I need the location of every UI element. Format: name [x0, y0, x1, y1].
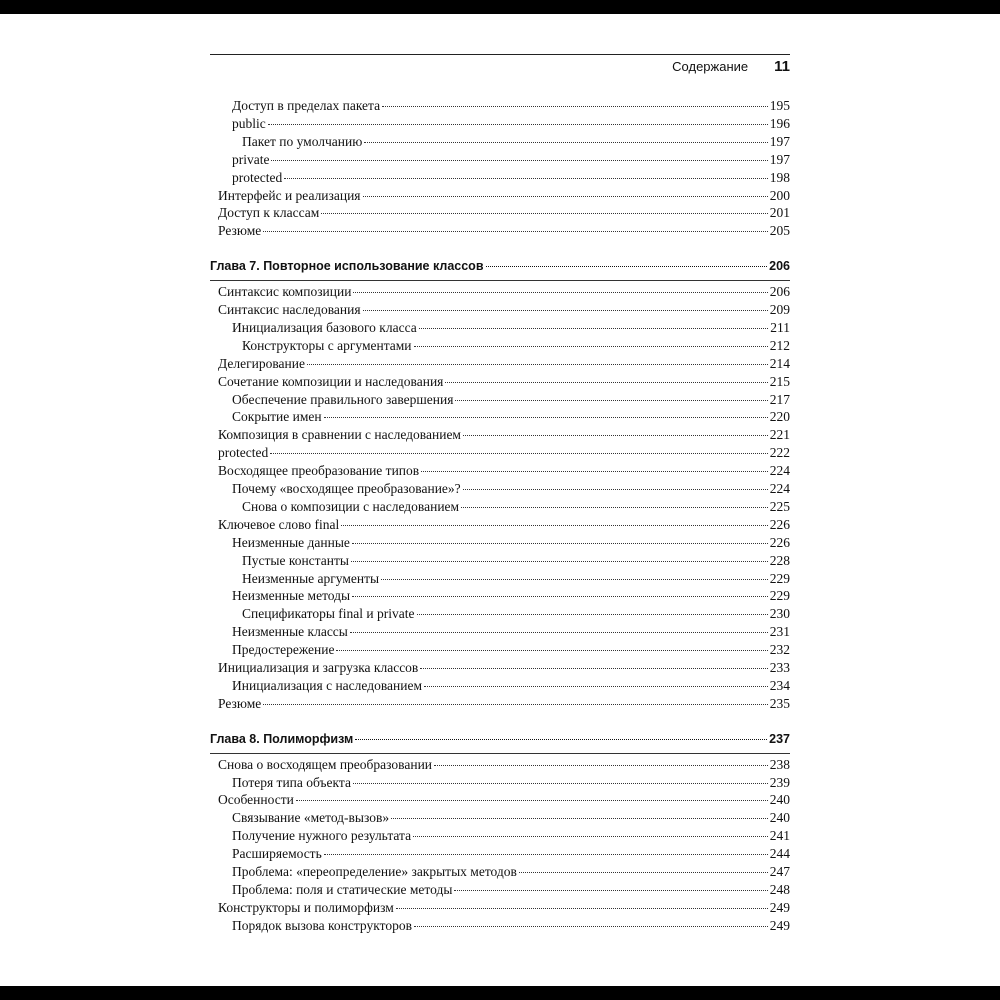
toc-entry[interactable]: [210, 881, 790, 899]
dot-leader: [420, 668, 767, 669]
toc-entry[interactable]: [210, 204, 790, 222]
toc-entry[interactable]: [210, 498, 790, 516]
dot-leader: [382, 106, 768, 107]
toc-entry[interactable]: [210, 623, 790, 641]
toc-entry[interactable]: [210, 587, 790, 605]
chapter-rule: [210, 280, 790, 281]
toc-entry-page: 235: [769, 695, 790, 711]
toc-entry-title: Доступ к классам: [218, 205, 320, 221]
page-number: 11: [774, 58, 790, 75]
toc-entry-title: Делегирование: [218, 355, 305, 371]
toc-entry-page: 220: [769, 409, 790, 425]
dot-leader: [263, 704, 767, 705]
dot-leader: [454, 890, 767, 891]
dot-leader: [352, 596, 768, 597]
toc-entry-title: Особенности: [218, 792, 294, 808]
toc-entry-page: 217: [769, 391, 790, 407]
toc-entry[interactable]: [210, 391, 790, 409]
toc-entry-page: 233: [769, 660, 790, 676]
toc-entry-page: 224: [769, 481, 790, 497]
toc-entry-page: 211: [770, 319, 790, 335]
dot-leader: [336, 650, 767, 651]
toc-entry-page: 195: [769, 98, 790, 113]
toc-entry-title: Глава 8. Полиморфизм: [210, 731, 354, 746]
dot-leader: [324, 854, 768, 855]
toc-entry-page: 205: [769, 223, 790, 239]
toc-entry-title: Инициализация базового класса: [232, 319, 417, 335]
toc-entry[interactable]: [210, 169, 790, 187]
toc-entry[interactable]: [210, 319, 790, 337]
dot-leader: [434, 765, 768, 766]
toc-entry-title: Порядок вызова конструкторов: [232, 917, 412, 933]
toc-entry-title: Пакет по умолчанию: [242, 133, 363, 149]
dot-leader: [413, 836, 768, 837]
dot-leader: [419, 328, 769, 329]
dot-leader: [296, 800, 768, 801]
dot-leader: [455, 400, 767, 401]
toc-entry-title: Неизменные методы: [232, 588, 351, 604]
toc-entry-title: Инициализация с наследованием: [232, 678, 422, 693]
toc-entry-title: public: [232, 115, 266, 131]
toc-entry-title: Ключевое слово final: [218, 516, 340, 532]
toc-entry-page: 222: [769, 445, 790, 461]
toc-entry[interactable]: [210, 301, 790, 319]
toc-entry[interactable]: [210, 222, 790, 240]
toc-entry-title: Сочетание композиции и наследования: [218, 373, 444, 389]
toc-entry-title: Резюме: [218, 695, 262, 711]
toc-entry-page: 241: [769, 828, 790, 844]
running-header: [210, 58, 790, 82]
toc-entry-page: 240: [769, 792, 790, 808]
toc-entry-page: 249: [769, 917, 790, 933]
toc-entry-title: Конструкторы и полиморфизм: [218, 899, 394, 915]
toc-entry-title: Расширяемость: [232, 846, 322, 862]
dot-leader: [321, 213, 767, 214]
toc-entry[interactable]: [210, 863, 790, 881]
toc-entry-title: Конструкторы с аргументами: [242, 337, 412, 353]
toc-entry[interactable]: [210, 283, 790, 301]
toc-entry-page: 224: [769, 463, 790, 479]
toc-entry-title: Спецификаторы final и private: [242, 606, 415, 622]
toc-entry-page: 229: [769, 570, 790, 586]
book-page: [0, 14, 1000, 986]
toc-entry-page: 248: [769, 881, 790, 897]
toc-entry[interactable]: [210, 355, 790, 373]
dot-leader: [414, 346, 768, 347]
toc-entry[interactable]: [210, 426, 790, 444]
toc-entry[interactable]: [210, 570, 790, 588]
toc-entry-page: 200: [769, 187, 790, 203]
toc-entry-title: Неизменные данные: [232, 534, 350, 550]
toc-entry[interactable]: [210, 791, 790, 809]
toc-entry-page: 226: [769, 516, 790, 532]
dot-leader: [350, 632, 768, 633]
toc-entry-page: 221: [769, 427, 790, 443]
toc-chapter-entry[interactable]: [210, 258, 790, 276]
toc-entry-page: 249: [769, 899, 790, 915]
dot-leader: [363, 310, 768, 311]
toc-entry[interactable]: [210, 516, 790, 534]
toc-entry-page: 232: [769, 642, 790, 658]
toc-entry[interactable]: [210, 917, 790, 935]
dot-leader: [461, 507, 768, 508]
toc-entry-page: 244: [769, 846, 790, 862]
toc-entry-title: Восходящее преобразование типов: [218, 463, 420, 479]
dot-leader: [381, 579, 768, 580]
dot-leader: [271, 160, 767, 161]
dot-leader: [284, 178, 768, 179]
dot-leader: [519, 872, 768, 873]
dot-leader: [414, 926, 768, 927]
toc-entry[interactable]: [210, 845, 790, 863]
dot-leader: [391, 818, 768, 819]
toc-entry-title: protected: [232, 169, 283, 185]
toc-entry[interactable]: [210, 774, 790, 792]
toc-entry-title: Интерфейс и реализация: [218, 187, 361, 203]
dot-leader: [424, 686, 768, 687]
toc-entry-page: 247: [769, 864, 790, 880]
toc-entry-title: Неизменные классы: [232, 624, 348, 640]
dot-leader: [351, 561, 768, 562]
toc-entry[interactable]: [210, 827, 790, 845]
chapter-rule: [210, 753, 790, 754]
dot-leader: [353, 292, 767, 293]
toc-entry-page: 237: [769, 731, 790, 746]
dot-leader: [463, 435, 768, 436]
toc-entry-page: 201: [769, 205, 790, 221]
toc-entry-page: 206: [769, 284, 790, 300]
toc-entry-title: Почему «восходящее преобразование»?: [232, 481, 461, 497]
dot-leader: [363, 196, 768, 197]
toc-entry[interactable]: [210, 809, 790, 827]
toc-entry[interactable]: [210, 899, 790, 917]
dot-leader: [268, 124, 768, 125]
toc-entry-page: 228: [769, 552, 790, 568]
toc-entry-page: 198: [769, 169, 790, 185]
toc-entry-page: 214: [769, 355, 790, 371]
toc-entry-title: Синтаксис композиции: [218, 284, 352, 300]
toc-entry-page: 240: [769, 810, 790, 826]
toc-entry[interactable]: [210, 695, 790, 713]
toc-entry-page: 197: [769, 133, 790, 149]
toc-entry-title: Доступ в пределах пакета: [232, 98, 381, 113]
section-title: Содержание: [672, 59, 749, 74]
dot-leader: [353, 783, 768, 784]
dot-leader: [324, 417, 768, 418]
toc-chapter-entry[interactable]: [210, 731, 790, 749]
dot-leader: [364, 142, 767, 143]
toc-entry-title: Проблема: поля и статические методы: [232, 881, 453, 897]
toc-entry[interactable]: [210, 373, 790, 391]
dot-leader: [270, 453, 768, 454]
toc-entry[interactable]: [210, 605, 790, 623]
toc-entry[interactable]: [210, 677, 790, 695]
toc-entry-title: Снова о восходящем преобразовании: [218, 756, 433, 772]
toc-entry-title: Глава 7. Повторное использование классов: [210, 259, 484, 274]
toc-entry-title: Проблема: «переопределение» закрытых методов: [232, 864, 517, 880]
toc-entry[interactable]: [210, 641, 790, 659]
dot-leader: [396, 908, 768, 909]
toc-entry-title: Обеспечение правильного завершения: [232, 391, 454, 407]
toc-entry-page: 226: [769, 534, 790, 550]
toc-entry-page: 212: [769, 337, 790, 353]
toc-entry-page: 234: [769, 678, 790, 693]
toc-entry-title: Снова о композиции с наследованием: [242, 498, 460, 514]
toc-entry[interactable]: [210, 659, 790, 677]
toc-entry[interactable]: [210, 115, 790, 133]
toc-entry-title: protected: [218, 445, 269, 461]
toc-entry[interactable]: [210, 97, 790, 115]
toc-entry-page: 196: [769, 115, 790, 131]
toc-entry-page: 238: [769, 756, 790, 772]
toc-entry[interactable]: [210, 187, 790, 205]
toc-entry-page: 215: [769, 373, 790, 389]
toc-entry-title: Резюме: [218, 223, 262, 239]
toc-entry[interactable]: [210, 552, 790, 570]
toc-entry-page: 239: [769, 774, 790, 790]
toc-entry[interactable]: [210, 133, 790, 151]
toc-entry[interactable]: [210, 408, 790, 426]
toc-entry-page: 229: [769, 588, 790, 604]
dot-leader: [421, 471, 768, 472]
chapter-spacer: [210, 240, 790, 258]
header-rule: [210, 54, 790, 55]
dot-leader: [355, 739, 767, 740]
toc-entry-title: Неизменные аргументы: [242, 570, 380, 586]
toc-entry-title: Сокрытие имен: [232, 409, 322, 425]
toc-entry-page: 209: [769, 301, 790, 317]
toc-entry[interactable]: [210, 480, 790, 498]
toc-entry-page: 206: [769, 259, 790, 274]
toc-entry-title: Композиция в сравнении с наследованием: [218, 427, 461, 443]
toc-entry-title: Предостережение: [232, 642, 335, 658]
toc-entry[interactable]: [210, 756, 790, 774]
toc-entry-title: Пустые константы: [242, 552, 349, 568]
toc-entry-title: Потеря типа объекта: [232, 774, 351, 790]
chapter-spacer: [210, 713, 790, 731]
toc-entry-page: 231: [769, 624, 790, 640]
toc-entry-title: Связывание «метод-вызов»: [232, 810, 390, 826]
toc-entry-page: 230: [769, 606, 790, 622]
toc-entry[interactable]: [210, 534, 790, 552]
toc-entry[interactable]: [210, 151, 790, 169]
dot-leader: [445, 382, 767, 383]
toc-entry[interactable]: [210, 462, 790, 480]
toc-entry-title: Получение нужного результата: [232, 828, 412, 844]
dot-leader: [463, 489, 768, 490]
toc-entry[interactable]: [210, 444, 790, 462]
toc-entry-title: Синтаксис наследования: [218, 301, 361, 317]
table-of-contents: [210, 97, 790, 935]
toc-entry-title: Инициализация и загрузка классов: [218, 660, 419, 676]
dot-leader: [486, 266, 768, 267]
dot-leader: [352, 543, 768, 544]
dot-leader: [307, 364, 768, 365]
dot-leader: [263, 231, 767, 232]
toc-entry-page: 197: [769, 151, 790, 167]
toc-entry[interactable]: [210, 337, 790, 355]
dot-leader: [417, 614, 768, 615]
toc-entry-page: 225: [769, 498, 790, 514]
toc-entry-title: private: [232, 151, 270, 167]
dot-leader: [341, 525, 767, 526]
